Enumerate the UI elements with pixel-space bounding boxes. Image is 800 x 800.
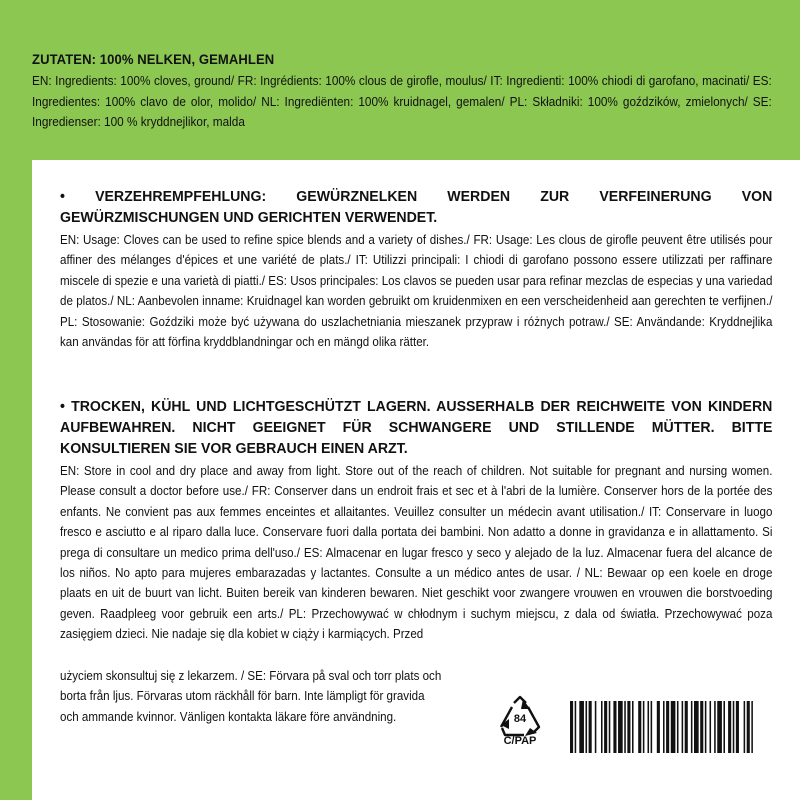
ingredients-text: EN: Ingredients: 100% cloves, ground/ FR: Ingrédients: 100% clous de girofle, moulus/ IT: Ingredienti: 100% chiodi di garofano, macinati/ ES: Ingredientes: 100% clavo de olor, molido/ NL: Ingrediënten: 100% kruidnagel, gemalen/ PL: Składniki: 100% goździków, zmielonych/ SE: Ingredienser: 100 % kryddnejlikor, malda [32,73,772,129]
storage-text: EN: Store in cool and dry place and away from light. Store out of the reach of children. Not suitable for pregnant and nursing women. Please consult a doctor before use./ FR: Conserver dans un endroit frais et sec et à l'abri de la lumière. Conserver hors de la portée des enfants. Ne convient pas aux femmes enceintes et allaitantes. Veuillez consulter un médecin avant utilisation./ IT: Conservare in luogo fresco e asciutto e al riparo dalla luce. Conservare fuori dalla portata dei bambini. Non adatto a donne in gravidanza e in allattamento. Si prega di consultare un medico prima dell'uso./ ES: Almacenar en lugar fresco y seco y alejado de la luz. Almacenar fuera del alcance de los niños. No apto para mujeres embarazadas y lactantes. Consulte a un médico antes de usar. / NL: Bewaar op een koele en droge plaats en uit de buurt van licht. Buiten bereik van kinderen bewaren. Niet geschikt voor zwangere vrouwen en vrouwen die borstvoeding geven. Raadpleeg voor gebruik een arts./ PL: Przechowywać w chłodnym i suchym miejscu, z dala od światła. Przechowywać poza zasięgiem dzieci. Nie nadaje się dla kobiet w ciąży i karmiących. Przed [60,463,773,642]
info-panel [32,160,800,800]
recycling-number: 84 [513,713,527,725]
ingredients-title: ZUTATEN: 100% NELKEN, GEMAHLEN [32,52,275,68]
storage-tail-line: użyciem skonsultuj się z lekarzem. / SE: Förvara på sval och torr plats och [60,668,442,683]
recycling-symbol [485,695,555,765]
usage-section [60,186,772,352]
storage-section [60,396,772,645]
storage-heading: • TROCKEN, KÜHL UND LICHTGESCHÜTZT LAGERN. AUSSERHALB DER REICHWEITE VON KINDERN AUFBEWAHREN. NICHT GEEIGNET FÜR SCHWANGERE UND STILLENDE MÜTTER. BITTE KONSULTIEREN SIE VOR GEBRAUCH EINEN ARZT. [60,398,773,457]
storage-tail-text [60,666,442,727]
storage-tail-line: och ammande kvinnor. Vänligen kontakta läkare före användning. [60,708,397,724]
ingredients-section [32,52,772,133]
recycling-code: C/PAP [503,735,537,747]
usage-heading: • VERZEHREMPFEHLUNG: GEWÜRZNELKEN WERDEN ZUR VERFEINERUNG VON GEWÜRZMISCHUNGEN UND GERICHTEN VERWENDET. [60,188,773,226]
usage-text: EN: Usage: Cloves can be used to refine spice blends and a variety of dishes./ FR: Usage: Les clous de girofle peuvent être utilisés pour affiner des mélanges d'épices et une variété de plats./ IT: Utilizzi principali: I chiodi di garofano possono essere utilizzati per raffinare miscele di spezie e una varietà di piatti./ ES: Usos principales: Los clavos se pueden usar para refinar mezclas de especias y una variedad de platos./ NL: Aanbevolen inname: Kruidnagel kan worden gebruikt om kruidenmixen en een verscheidenheid aan gerechten te verfijnen./ PL: Stosowanie: Goździki może być używana do uszlachetniania mieszanek przypraw i różnych potraw./ SE: Användande: Kryddnejlika kan användas för att förfina kryddblandningar och en mängd olika rätter. [60,232,773,350]
storage-tail-line: borta från ljus. Förvaras utom räckhåll för barn. Inte lämpligt för gravida [60,688,425,704]
barcode-icon [570,701,800,753]
